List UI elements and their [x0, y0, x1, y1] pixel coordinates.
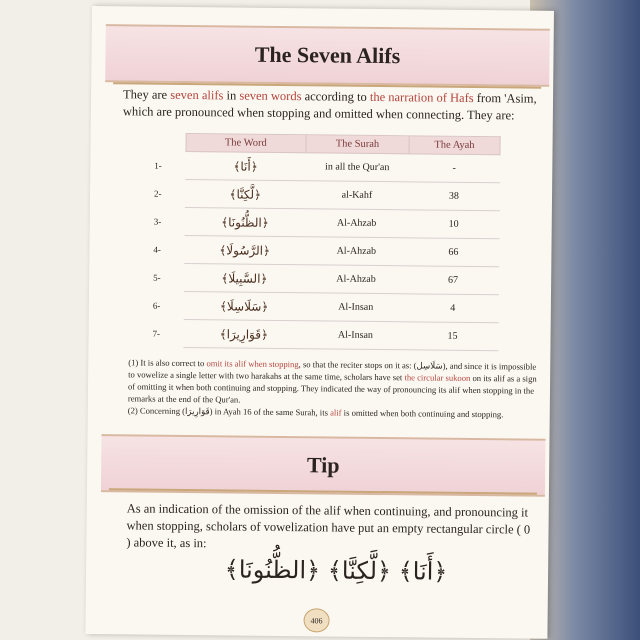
cell-ayah: 66 [408, 238, 499, 267]
cell-word: ﴿الرَّسُولَا﴾ [184, 235, 305, 264]
cell-num: 4- [153, 244, 162, 255]
table-row [150, 151, 500, 183]
column-header-ayah: The Ayah [409, 136, 500, 155]
cell-surah: Al-Ahzab [305, 237, 408, 266]
cell-num: 7- [152, 328, 161, 339]
footnote-text: , so that the reciter stops on it as: (سَلَاسِل), and since it is impossible to vowelize a single letter with two harakahs at the same time, scholars have set [128, 359, 537, 383]
cell-num: 2- [153, 188, 162, 199]
cell-ayah: - [408, 154, 499, 183]
intro-highlight: seven words [239, 88, 302, 104]
cell-word: ﴿الظُّنُونَا﴾ [185, 207, 306, 236]
footnote-text: (2) Concerning (قَوَارِيرَا) in Ayah 16 of the same Surah, its [127, 405, 331, 418]
tip-title: Tip [306, 452, 340, 478]
cell-word: ﴿لَّكِنَّا﴾ [185, 179, 306, 208]
intro-highlight: the narration of Hafs [369, 89, 474, 106]
table-row [149, 291, 499, 323]
footnote-highlight: alif [330, 407, 342, 418]
cell-word: ﴿أَنَا﴾ [185, 151, 306, 180]
cell-word: ﴿السَّبِيلَا﴾ [184, 263, 305, 292]
intro-text: according to [301, 89, 370, 104]
tip-text: As an indication of the omission of the alif when continuing, and pronouncing it when stopping, scholars of vowelization have put an empty rectangular circle ( 0 ) above it, as in: [126, 501, 531, 551]
column-header-word: The Word [186, 133, 307, 152]
table-row [148, 319, 498, 351]
cell-num: 1- [154, 160, 162, 171]
table-row [149, 235, 499, 267]
footnote-1 [128, 356, 538, 408]
footnote-highlight: the circular sukoon [404, 372, 471, 383]
footnotes [128, 356, 539, 420]
tip-arabic-examples: ﴿أَنَا﴾ ﴿لَّكِنَّا﴾ ﴿الظُّنُونَا﴾ [224, 555, 448, 586]
cell-ayah: 4 [407, 294, 498, 323]
cell-surah: Al-Ahzab [305, 209, 408, 238]
cell-word: ﴿قَوَارِيرَا﴾ [183, 319, 304, 348]
intro-text: They are [123, 87, 171, 102]
cell-surah: Al-Insan [304, 321, 407, 350]
alifs-table [148, 133, 500, 352]
footnote-text: on its alif as a sign of omitting it when both continuing and stopping. They indicated the way of pronouncing its alif when stopping in the remarks at the end of the Qur'an. [127, 372, 537, 405]
footnote-text: is omitted when both continuing and stopping. [341, 407, 504, 420]
table-row [149, 263, 499, 295]
intro-text: from 'Asim, which are pronounced when stopping and omitted when connecting. They are: [122, 91, 537, 123]
cell-ayah: 38 [408, 182, 499, 211]
page-number: 406 [303, 608, 329, 632]
intro-paragraph [123, 86, 543, 124]
table-row [150, 179, 500, 211]
cell-ayah: 10 [408, 210, 499, 239]
book-page [85, 6, 554, 639]
table-row [150, 207, 500, 239]
cell-ayah: 67 [407, 266, 498, 295]
tip-banner [101, 434, 546, 497]
footnote-highlight: omit its alif when stopping [206, 358, 299, 370]
intro-highlight: seven alifs [170, 87, 224, 103]
intro-text: in [223, 88, 240, 103]
cell-num: 3- [153, 216, 162, 227]
cell-surah: al-Kahf [305, 181, 408, 210]
cell-surah: Al-Insan [304, 293, 407, 322]
cell-word: ﴿سَلَاسِلَا﴾ [184, 291, 305, 320]
column-header-surah: The Surah [306, 135, 409, 154]
cell-ayah: 15 [407, 322, 498, 351]
page-title: The Seven Alifs [254, 41, 401, 69]
cell-surah: in all the Qur'an [306, 153, 409, 182]
title-banner [105, 24, 550, 87]
cell-num: 5- [153, 272, 161, 283]
cell-surah: Al-Ahzab [304, 265, 407, 294]
footnote-text: (1) It is also correct to [128, 357, 207, 369]
cell-num: 6- [152, 300, 161, 311]
